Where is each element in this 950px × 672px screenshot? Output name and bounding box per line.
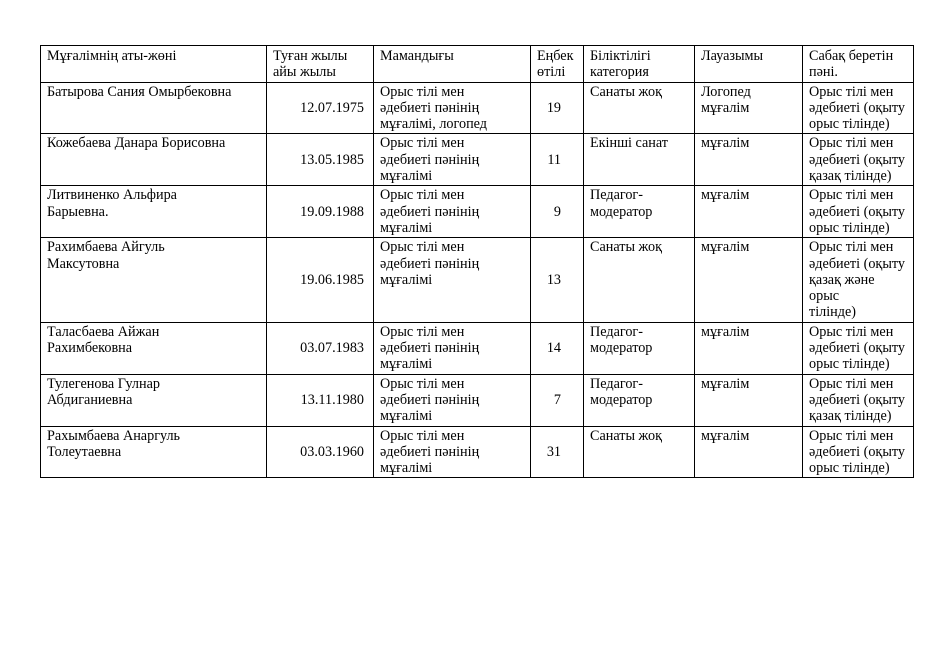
header-cell-birth bbox=[267, 46, 374, 83]
header-label: өтілі bbox=[537, 64, 566, 81]
cell-line: мұғалімі bbox=[380, 271, 433, 288]
header-cell-subject bbox=[803, 46, 914, 83]
cell-birth: 03.07.1983 bbox=[267, 322, 374, 374]
table-row bbox=[41, 322, 914, 374]
table-row bbox=[41, 134, 914, 186]
cell-position bbox=[695, 238, 803, 322]
cell-line: орыс тілінде) bbox=[809, 219, 890, 236]
cell-subject bbox=[803, 134, 914, 186]
cell-position bbox=[695, 322, 803, 374]
cell-line: Орыс тілі мен bbox=[380, 83, 465, 100]
cell-line: Педагог- bbox=[590, 187, 643, 204]
cell-category bbox=[584, 322, 695, 374]
cell-speciality bbox=[374, 374, 531, 426]
cell-birth: 13.11.1980 bbox=[267, 374, 374, 426]
cell-birth: 12.07.1975 bbox=[267, 82, 374, 134]
cell-name bbox=[41, 374, 267, 426]
cell-name bbox=[41, 82, 267, 134]
cell-speciality bbox=[374, 82, 531, 134]
cell-line: Санаты жоқ bbox=[590, 83, 662, 100]
cell-line: Барыевна. bbox=[47, 203, 109, 220]
cell-line: әдебиеті (оқыту bbox=[809, 391, 905, 408]
cell-line: модератор bbox=[590, 391, 653, 408]
cell-line: Орыс тілі мен bbox=[380, 323, 465, 340]
header-label: категория bbox=[590, 64, 649, 81]
header-row bbox=[41, 46, 914, 83]
cell-position bbox=[695, 82, 803, 134]
header-cell-experience bbox=[531, 46, 584, 83]
cell-category bbox=[584, 186, 695, 238]
cell-line: орыс тілінде) bbox=[809, 356, 890, 373]
cell-line: тілінде) bbox=[809, 304, 856, 321]
cell-line: мұғалім bbox=[701, 239, 750, 256]
cell-line: мұғалім bbox=[701, 99, 750, 116]
cell-line: Орыс тілі мен bbox=[380, 187, 465, 204]
cell-line: мұғалімі bbox=[380, 408, 433, 425]
header-label: Лауазымы bbox=[701, 48, 764, 64]
cell-line: Орыс тілі мен bbox=[809, 187, 894, 204]
cell-line: қазақ тілінде) bbox=[809, 168, 892, 185]
cell-line: Орыс тілі мен bbox=[809, 135, 894, 152]
cell-subject bbox=[803, 238, 914, 322]
cell-subject bbox=[803, 186, 914, 238]
cell-experience: 9 bbox=[531, 186, 584, 238]
header-cell-name bbox=[41, 46, 267, 83]
cell-experience: 19 bbox=[531, 82, 584, 134]
cell-line: әдебиеті пәнінің bbox=[380, 340, 480, 357]
header-label: Мұғалімнің аты-жөні bbox=[47, 48, 177, 64]
cell-experience: 13 bbox=[531, 238, 584, 322]
cell-subject bbox=[803, 322, 914, 374]
cell-line: Логопед bbox=[701, 83, 751, 100]
cell-speciality bbox=[374, 134, 531, 186]
cell-name bbox=[41, 322, 267, 374]
cell-name bbox=[41, 134, 267, 186]
cell-line: әдебиеті (оқыту bbox=[809, 340, 905, 357]
cell-line: мұғалімі bbox=[380, 219, 433, 236]
cell-speciality bbox=[374, 322, 531, 374]
cell-experience: 11 bbox=[531, 134, 584, 186]
cell-line: әдебиеті пәнінің bbox=[380, 151, 480, 168]
cell-line: Батырова Сания Омырбековна bbox=[47, 83, 232, 100]
cell-line: Максутовна bbox=[47, 255, 120, 272]
cell-line: Санаты жоқ bbox=[590, 239, 662, 256]
header-label: Біліктілігі bbox=[590, 48, 651, 64]
cell-line: Абдиганиевна bbox=[47, 391, 133, 408]
cell-line: әдебиеті пәнінің bbox=[380, 99, 480, 116]
table-row bbox=[41, 374, 914, 426]
cell-experience: 31 bbox=[531, 426, 584, 478]
cell-name bbox=[41, 426, 267, 478]
cell-position bbox=[695, 186, 803, 238]
cell-position bbox=[695, 426, 803, 478]
cell-category bbox=[584, 134, 695, 186]
cell-line: модератор bbox=[590, 340, 653, 357]
cell-line: Орыс тілі мен bbox=[380, 427, 465, 444]
cell-line: Орыс тілі мен bbox=[809, 427, 894, 444]
cell-category bbox=[584, 374, 695, 426]
header-cell-category bbox=[584, 46, 695, 83]
cell-line: Толеутаевна bbox=[47, 443, 122, 460]
cell-line: әдебиеті (оқыту bbox=[809, 151, 905, 168]
cell-experience: 14 bbox=[531, 322, 584, 374]
cell-line: мұғалім bbox=[701, 135, 750, 152]
cell-line: қазақ және орыс bbox=[809, 271, 875, 305]
cell-line: Орыс тілі мен bbox=[809, 323, 894, 340]
header-label: Туған жылы bbox=[273, 48, 348, 64]
cell-line: мұғалім bbox=[701, 187, 750, 204]
cell-line: Орыс тілі мен bbox=[809, 375, 894, 392]
header-label: Еңбек bbox=[537, 48, 574, 64]
cell-line: Орыс тілі мен bbox=[380, 135, 465, 152]
cell-name bbox=[41, 186, 267, 238]
cell-birth: 19.06.1985 bbox=[267, 238, 374, 322]
cell-birth: 13.05.1985 bbox=[267, 134, 374, 186]
cell-birth: 19.09.1988 bbox=[267, 186, 374, 238]
cell-line: Рахимбековна bbox=[47, 340, 133, 357]
header-label: айы жылы bbox=[273, 64, 336, 81]
cell-subject bbox=[803, 426, 914, 478]
cell-experience: 7 bbox=[531, 374, 584, 426]
cell-line: Кожебаева Данара Борисовна bbox=[47, 135, 226, 152]
cell-line: қазақ тілінде) bbox=[809, 408, 892, 425]
cell-speciality bbox=[374, 238, 531, 322]
cell-subject bbox=[803, 374, 914, 426]
cell-line: әдебиеті пәнінің bbox=[380, 255, 480, 272]
table-row bbox=[41, 82, 914, 134]
cell-position bbox=[695, 134, 803, 186]
cell-line: Литвиненко Альфира bbox=[47, 187, 177, 204]
cell-line: әдебиеті пәнінің bbox=[380, 391, 480, 408]
cell-line: модератор bbox=[590, 203, 653, 220]
cell-line: мұғалім bbox=[701, 375, 750, 392]
cell-line: Орыс тілі мен bbox=[809, 83, 894, 100]
cell-line: әдебиеті (оқыту bbox=[809, 255, 905, 272]
header-label: Сабақ беретін bbox=[809, 48, 894, 64]
cell-subject bbox=[803, 82, 914, 134]
table-row bbox=[41, 426, 914, 478]
cell-line: Педагог- bbox=[590, 323, 643, 340]
cell-line: Рахымбаева Анаргуль bbox=[47, 427, 181, 444]
header-cell-position bbox=[695, 46, 803, 83]
cell-line: мұғалім bbox=[701, 427, 750, 444]
cell-line: Рахимбаева Айгуль bbox=[47, 239, 165, 256]
cell-line: әдебиеті (оқыту bbox=[809, 99, 905, 116]
cell-line: Орыс тілі мен bbox=[809, 239, 894, 256]
cell-line: әдебиеті (оқыту bbox=[809, 203, 905, 220]
cell-name bbox=[41, 238, 267, 322]
cell-line: әдебиеті пәнінің bbox=[380, 203, 480, 220]
cell-category bbox=[584, 82, 695, 134]
cell-line: Санаты жоқ bbox=[590, 427, 662, 444]
cell-line: Таласбаева Айжан bbox=[47, 323, 160, 340]
cell-line: әдебиеті (оқыту bbox=[809, 443, 905, 460]
cell-line: мұғалімі bbox=[380, 356, 433, 373]
teachers-table bbox=[40, 45, 914, 478]
cell-line: Орыс тілі мен bbox=[380, 375, 465, 392]
header-cell-speciality bbox=[374, 46, 531, 83]
table-row bbox=[41, 186, 914, 238]
cell-line: әдебиеті пәнінің bbox=[380, 443, 480, 460]
cell-line: Екінші санат bbox=[590, 135, 668, 152]
table-row bbox=[41, 238, 914, 322]
cell-birth: 03.03.1960 bbox=[267, 426, 374, 478]
cell-line: Педагог- bbox=[590, 375, 643, 392]
header-label: пәні. bbox=[809, 64, 838, 81]
cell-speciality bbox=[374, 186, 531, 238]
cell-line: мұғалімі, логопед bbox=[380, 116, 488, 133]
cell-line: Тулегенова Гулнар bbox=[47, 375, 160, 392]
cell-position bbox=[695, 374, 803, 426]
cell-line: мұғалімі bbox=[380, 460, 433, 477]
cell-speciality bbox=[374, 426, 531, 478]
header-label: Мамандығы bbox=[380, 48, 454, 64]
cell-line: орыс тілінде) bbox=[809, 116, 890, 133]
cell-line: Орыс тілі мен bbox=[380, 239, 465, 256]
cell-line: мұғалімі bbox=[380, 168, 433, 185]
cell-line: орыс тілінде) bbox=[809, 460, 890, 477]
table-body bbox=[41, 46, 914, 478]
cell-line: мұғалім bbox=[701, 323, 750, 340]
cell-category bbox=[584, 238, 695, 322]
cell-category bbox=[584, 426, 695, 478]
